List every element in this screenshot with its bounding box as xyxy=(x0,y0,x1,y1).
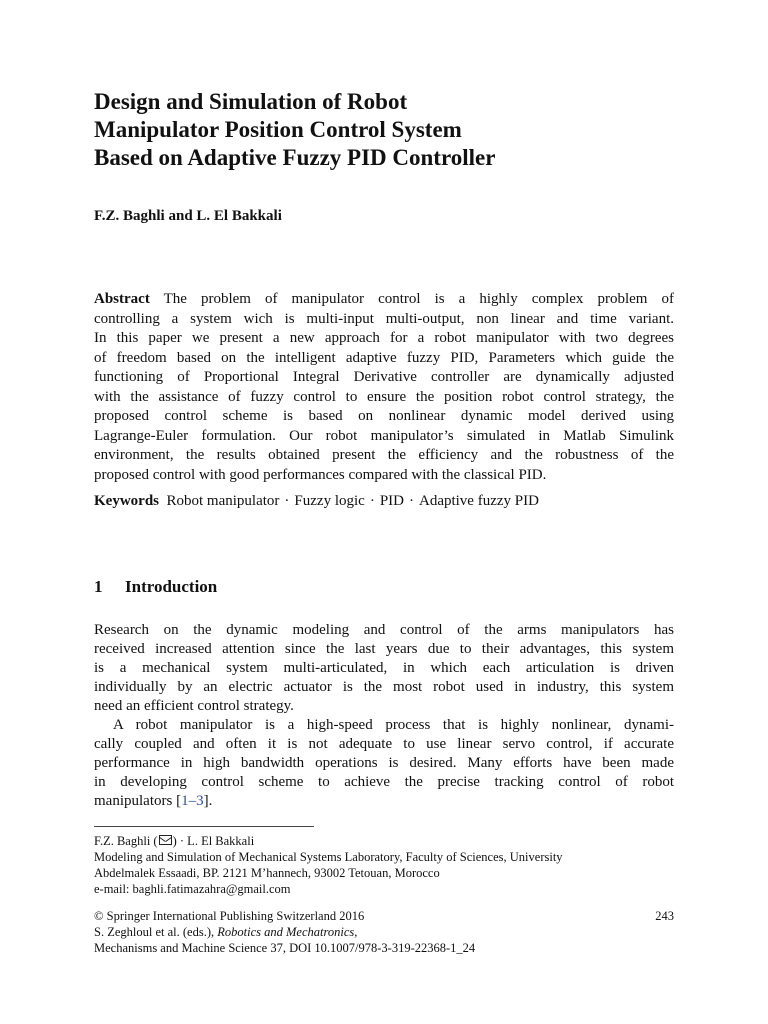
intro-line xyxy=(94,716,674,735)
abstract xyxy=(94,290,674,485)
keyword-separator: · xyxy=(369,493,375,509)
intro-line: Research on the dynamic modeling and control of the arms manipulators has xyxy=(94,622,674,638)
envelope-icon xyxy=(159,835,172,845)
page-number: 243 xyxy=(655,909,674,923)
footnote-affiliation: Modeling and Simulation of Mechanical Systems Laboratory, Faculty of Sciences, University xyxy=(94,850,563,864)
abstract-line xyxy=(94,290,674,310)
footnote-author: F.Z. Baghli ( xyxy=(94,834,158,848)
keyword-separator: · xyxy=(408,493,414,509)
intro-line: need an efficient control strategy. xyxy=(94,698,294,714)
footnote-email[interactable]: e-mail: baghli.fatimazahra@gmail.com xyxy=(94,882,291,896)
keywords-label: Keywords xyxy=(94,493,159,509)
keyword-item: Robot manipulator xyxy=(166,493,280,509)
keyword-item: Fuzzy logic xyxy=(294,493,365,509)
intro-line xyxy=(94,792,674,811)
footnote xyxy=(94,833,674,897)
citation-line xyxy=(94,924,674,940)
authors: F.Z. Baghli and L. El Bakkali xyxy=(94,208,282,224)
footnote-affiliation: Abdelmalek Essaadi, BP. 2121 M’hannech, 93002 Tetouan, Morocco xyxy=(94,866,440,880)
title-line: Design and Simulation of Robot xyxy=(94,89,408,114)
section-heading xyxy=(94,577,217,597)
section-number: 1 xyxy=(94,577,103,596)
introduction-body xyxy=(94,621,674,811)
footnote-author-close: ) xyxy=(172,834,177,848)
keyword-separator: · xyxy=(284,493,290,509)
citation-link[interactable]: 1–3 xyxy=(181,793,204,809)
intro-line: received increased attention since the last years due to their advantages, this system xyxy=(94,641,674,657)
intro-line: individually by an electric actuator is the most robot used in industry, this system xyxy=(94,679,674,695)
copyright-text: © Springer International Publishing Switzerland 2016 xyxy=(94,909,365,923)
intro-line: cally coupled and often it is not adequate to use linear servo control, if accurate xyxy=(94,736,674,752)
abstract-line: with the assistance of fuzzy control to ensure the position robot control strategy, the xyxy=(94,388,674,405)
intro-line: performance in high bandwidth operations is desired. Many efforts have been made xyxy=(94,755,674,771)
abstract-line: controlling a system wich is multi-input multi-output, non linear and time variant. xyxy=(94,310,674,327)
book-title: Robotics and Mechatronics xyxy=(217,925,355,939)
intro-text: ]. xyxy=(203,793,213,809)
intro-line: is a mechanical system multi-articulated, in which each articulation is driven xyxy=(94,660,674,676)
keyword-item: PID xyxy=(379,493,404,509)
paper-title xyxy=(94,88,674,172)
abstract-label: Abstract xyxy=(94,291,150,307)
intro-text: manipulators [ xyxy=(94,793,182,809)
keywords xyxy=(94,493,539,510)
abstract-line: proposed control with good performances compared with the classical PID. xyxy=(94,466,547,483)
abstract-line: functioning of Proportional Integral Derivative controller are dynamically adjusted xyxy=(94,369,674,385)
copyright-block xyxy=(94,908,674,956)
abstract-line: of freedom based on the intelligent adaptive fuzzy PID, Parameters which guide the xyxy=(94,349,674,366)
intro-text: A robot manipulator is a high-speed process that is highly nonlinear, dynami- xyxy=(113,717,674,733)
abstract-line: proposed control scheme is based on nonlinear dynamic model derived using xyxy=(94,408,674,424)
footnote-authors xyxy=(94,833,674,849)
keyword-item: Adaptive fuzzy PID xyxy=(418,493,539,509)
title-line: Manipulator Position Control System xyxy=(94,117,462,142)
footnote-divider xyxy=(94,826,314,827)
copyright-line xyxy=(94,908,674,924)
section-title: Introduction xyxy=(125,577,218,596)
title-line: Based on Adaptive Fuzzy PID Controller xyxy=(94,145,496,170)
abstract-line: In this paper we present a new approach for a robot manipulator with two degrees xyxy=(94,330,674,346)
citation-text: S. Zeghloul et al. (eds.), xyxy=(94,925,218,939)
intro-line: in developing control scheme to achieve the precise tracking control of robot xyxy=(94,774,674,790)
doi-line: Mechanisms and Machine Science 37, DOI 10.1007/978-3-319-22368-1_24 xyxy=(94,941,476,955)
abstract-text: The problem of manipulator control is a highly complex problem of xyxy=(163,291,674,307)
abstract-line: environment, the results obtained present the efficiency and the robustness of the xyxy=(94,447,674,463)
abstract-line: Lagrange-Euler formulation. Our robot manipulator’s simulated in Matlab Simulink xyxy=(94,427,674,444)
footnote-author: · L. El Bakkali xyxy=(176,834,255,848)
citation-text: , xyxy=(354,925,358,939)
